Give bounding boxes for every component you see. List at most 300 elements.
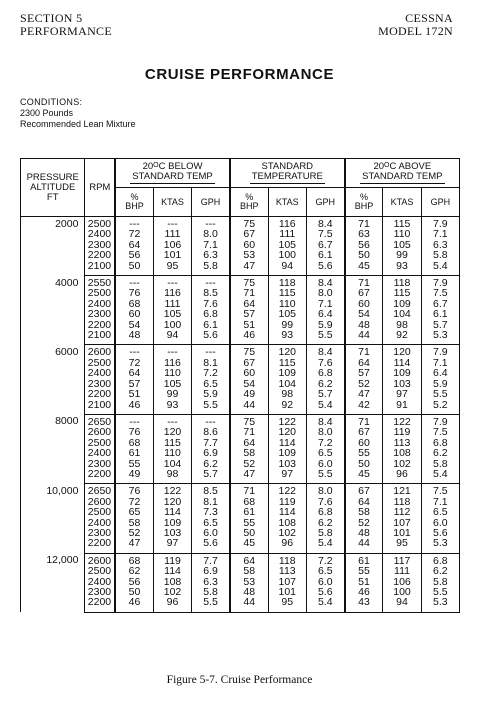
ktas-cell: 112: [383, 507, 421, 517]
gph-column-header: GPH: [192, 188, 230, 217]
rpm-cell: 2300: [85, 587, 115, 597]
ktas-cell: 110: [153, 448, 191, 458]
gph-cell: 7.9: [421, 217, 459, 230]
table-row: [21, 459, 460, 469]
gph-cell: 7.1: [421, 358, 459, 368]
gph-cell: 5.8: [421, 577, 459, 587]
ktas-cell: 109: [153, 518, 191, 528]
ktas-cell: 101: [153, 250, 191, 260]
ktas-cell: ---: [153, 345, 191, 358]
ktas-cell: 95: [153, 261, 191, 276]
gph-cell: 7.2: [306, 553, 344, 566]
standard-temp-group-header: STANDARD TEMPERATURE: [230, 159, 345, 188]
gph-cell: 6.5: [192, 518, 230, 528]
bhp-cell: 47: [115, 538, 153, 553]
ktas-cell: 110: [268, 299, 306, 309]
ktas-cell: 118: [268, 553, 306, 566]
rpm-cell: 2550: [85, 276, 115, 289]
altitude-cell: 8000: [21, 414, 85, 483]
rpm-cell: 2600: [85, 497, 115, 507]
gph-cell: 8.1: [192, 497, 230, 507]
bhp-cell: 57: [230, 309, 268, 319]
ktas-cell: 97: [383, 389, 421, 399]
ktas-cell: 96: [383, 469, 421, 484]
gph-cell: 5.4: [421, 469, 459, 484]
ktas-cell: 117: [383, 553, 421, 566]
ktas-cell: 103: [268, 459, 306, 469]
bhp-cell: 68: [115, 299, 153, 309]
bhp-cell: 64: [345, 497, 383, 507]
table-row: [21, 309, 460, 319]
gph-cell: 6.7: [306, 240, 344, 250]
ktas-cell: 115: [383, 217, 421, 230]
gph-cell: 5.3: [421, 330, 459, 345]
bhp-cell: 54: [115, 320, 153, 330]
rpm-cell: 2100: [85, 330, 115, 345]
bhp-cell: 75: [230, 276, 268, 289]
bhp-cell: 68: [115, 438, 153, 448]
bhp-cell: ---: [115, 276, 153, 289]
gph-cell: 8.0: [306, 484, 344, 497]
bhp-column-header: % BHP: [115, 188, 153, 217]
gph-cell: 5.2: [421, 400, 459, 415]
ktas-cell: 115: [268, 358, 306, 368]
ktas-cell: 114: [268, 438, 306, 448]
table-row: [21, 240, 460, 250]
gph-cell: 7.1: [306, 299, 344, 309]
gph-cell: 7.5: [421, 427, 459, 437]
ktas-cell: 120: [383, 345, 421, 358]
above-standard-group-header: $20^OC$ ABOVE STANDARD TEMP: [345, 159, 460, 188]
altitude-cell: 2000: [21, 217, 85, 276]
ktas-cell: 109: [383, 299, 421, 309]
bhp-cell: 63: [345, 229, 383, 239]
bhp-cell: 71: [345, 217, 383, 230]
ktas-cell: 104: [153, 459, 191, 469]
gph-cell: 7.5: [421, 484, 459, 497]
ktas-cell: 102: [383, 459, 421, 469]
ktas-cell: 120: [268, 427, 306, 437]
gph-cell: 7.1: [192, 240, 230, 250]
ktas-cell: 102: [268, 528, 306, 538]
ktas-cell: 111: [153, 299, 191, 309]
ktas-cell: 93: [383, 261, 421, 276]
ktas-cell: 97: [153, 538, 191, 553]
bhp-cell: 50: [115, 261, 153, 276]
table-row: [21, 587, 460, 597]
gph-cell: 7.1: [421, 497, 459, 507]
bhp-cell: 46: [115, 400, 153, 415]
ktas-cell: ---: [153, 217, 191, 230]
gph-cell: 6.8: [421, 438, 459, 448]
gph-cell: 5.6: [306, 587, 344, 597]
table-row: [21, 400, 460, 415]
bhp-cell: 64: [115, 368, 153, 378]
ktas-cell: 122: [268, 484, 306, 497]
ktas-cell: 114: [153, 507, 191, 517]
rpm-cell: 2300: [85, 459, 115, 469]
page-title: CRUISE PERFORMANCE: [144, 66, 335, 83]
ktas-cell: 111: [153, 229, 191, 239]
ktas-cell: 97: [268, 469, 306, 484]
gph-cell: 5.8: [306, 528, 344, 538]
rpm-cell: 2500: [85, 566, 115, 576]
ktas-cell: 104: [268, 379, 306, 389]
gph-cell: 8.6: [192, 427, 230, 437]
ktas-cell: 98: [383, 320, 421, 330]
ktas-cell: 107: [268, 577, 306, 587]
rpm-cell: 2300: [85, 379, 115, 389]
bhp-cell: 57: [115, 379, 153, 389]
bhp-cell: 56: [115, 250, 153, 260]
bhp-cell: 51: [115, 389, 153, 399]
gph-cell: 6.2: [421, 448, 459, 458]
bhp-cell: 49: [230, 389, 268, 399]
ktas-cell: 119: [153, 553, 191, 566]
altitude-header-line: FT: [46, 191, 59, 203]
bhp-cell: 56: [115, 577, 153, 587]
gph-cell: 5.8: [421, 250, 459, 260]
bhp-column-header: % BHP: [230, 188, 268, 217]
gph-cell: 6.2: [421, 566, 459, 576]
gph-cell: 6.0: [306, 459, 344, 469]
gph-cell: 6.3: [192, 250, 230, 260]
ktas-cell: 105: [383, 240, 421, 250]
ktas-cell: 92: [383, 330, 421, 345]
rpm-cell: 2500: [85, 217, 115, 230]
ktas-cell: 110: [383, 229, 421, 239]
gph-cell: 5.5: [192, 597, 230, 612]
gph-cell: 5.6: [421, 528, 459, 538]
ktas-cell: 99: [383, 250, 421, 260]
rpm-cell: 2500: [85, 288, 115, 298]
ktas-cell: 118: [268, 276, 306, 289]
bhp-cell: 56: [345, 240, 383, 250]
rpm-cell: 2400: [85, 577, 115, 587]
gph-cell: 7.9: [421, 276, 459, 289]
table-row: [21, 261, 460, 276]
altitude-column-header: [21, 159, 85, 217]
bhp-cell: 61: [230, 507, 268, 517]
rpm-cell: 2200: [85, 469, 115, 484]
rpm-cell: 2650: [85, 484, 115, 497]
bhp-cell: 76: [115, 427, 153, 437]
bhp-cell: 45: [345, 261, 383, 276]
bhp-cell: 54: [345, 309, 383, 319]
bhp-cell: 46: [230, 330, 268, 345]
gph-cell: 5.8: [192, 261, 230, 276]
rpm-cell: 2200: [85, 389, 115, 399]
bhp-cell: 68: [115, 553, 153, 566]
gph-cell: 7.1: [421, 229, 459, 239]
gph-cell: 7.5: [306, 229, 344, 239]
bhp-cell: 44: [345, 330, 383, 345]
gph-column-header: GPH: [306, 188, 344, 217]
gph-cell: 8.0: [306, 427, 344, 437]
ktas-cell: 107: [383, 518, 421, 528]
bhp-cell: 43: [345, 597, 383, 612]
ktas-cell: 119: [383, 427, 421, 437]
table-row: [21, 484, 460, 497]
bhp-cell: 71: [230, 288, 268, 298]
ktas-cell: 101: [268, 587, 306, 597]
ktas-cell: 99: [268, 320, 306, 330]
bhp-column-header: % BHP: [345, 188, 383, 217]
bhp-cell: 57: [345, 368, 383, 378]
ktas-cell: 96: [153, 597, 191, 612]
bhp-cell: 46: [345, 587, 383, 597]
gph-cell: 6.2: [192, 459, 230, 469]
gph-cell: 5.4: [421, 261, 459, 276]
bhp-cell: 52: [345, 379, 383, 389]
rpm-cell: 2100: [85, 261, 115, 276]
gph-cell: 5.4: [306, 538, 344, 553]
rpm-cell: 2600: [85, 345, 115, 358]
rpm-cell: 2200: [85, 250, 115, 260]
altitude-header-line: PRESSURE: [26, 171, 79, 183]
ktas-cell: 118: [383, 497, 421, 507]
ktas-column-header: KTAS: [383, 188, 421, 217]
ktas-column-header: KTAS: [153, 188, 191, 217]
gph-cell: 6.9: [192, 566, 230, 576]
rpm-cell: 2400: [85, 448, 115, 458]
section-name: PERFORMANCE: [20, 24, 112, 38]
bhp-cell: 67: [230, 358, 268, 368]
bhp-cell: 75: [230, 414, 268, 427]
figure-caption: Figure 5-7. Cruise Performance: [166, 674, 313, 686]
ktas-cell: 94: [153, 330, 191, 345]
gph-cell: 6.3: [192, 577, 230, 587]
conditions-mixture: Recommended Lean Mixture: [20, 119, 136, 129]
gph-cell: 6.8: [306, 507, 344, 517]
ktas-cell: 103: [153, 528, 191, 538]
ktas-cell: 113: [383, 438, 421, 448]
bhp-cell: 64: [230, 553, 268, 566]
rpm-cell: 2400: [85, 518, 115, 528]
gph-cell: 7.3: [192, 507, 230, 517]
bhp-cell: 58: [115, 518, 153, 528]
bhp-cell: 54: [230, 379, 268, 389]
bhp-cell: 55: [345, 566, 383, 576]
gph-cell: 6.8: [192, 309, 230, 319]
conditions-heading: CONDITIONS:: [20, 97, 83, 107]
gph-cell: 5.7: [306, 389, 344, 399]
table-row: [21, 330, 460, 345]
gph-cell: 7.9: [421, 345, 459, 358]
bhp-cell: 67: [230, 229, 268, 239]
ktas-cell: 105: [268, 240, 306, 250]
gph-cell: 5.3: [421, 538, 459, 553]
gph-cell: 7.6: [306, 358, 344, 368]
gph-cell: 5.4: [306, 400, 344, 415]
bhp-cell: ---: [115, 414, 153, 427]
bhp-cell: 60: [345, 299, 383, 309]
gph-cell: 7.2: [192, 368, 230, 378]
gph-cell: 8.4: [306, 217, 344, 230]
ktas-cell: 105: [153, 379, 191, 389]
ktas-cell: 91: [383, 400, 421, 415]
ktas-cell: 122: [268, 414, 306, 427]
bhp-cell: 64: [345, 358, 383, 368]
bhp-cell: 51: [345, 577, 383, 587]
bhp-cell: 60: [230, 368, 268, 378]
bhp-cell: 61: [115, 448, 153, 458]
ktas-cell: 100: [383, 587, 421, 597]
bhp-cell: 55: [115, 459, 153, 469]
rpm-column-header: RPM: [85, 159, 115, 217]
bhp-cell: 72: [115, 497, 153, 507]
gph-cell: 8.1: [192, 358, 230, 368]
bhp-cell: 71: [345, 276, 383, 289]
bhp-cell: 72: [115, 229, 153, 239]
rpm-cell: 2600: [85, 427, 115, 437]
ktas-cell: 115: [383, 288, 421, 298]
ktas-cell: 94: [268, 261, 306, 276]
rpm-cell: 2650: [85, 414, 115, 427]
bhp-cell: 67: [345, 288, 383, 298]
ktas-cell: 100: [268, 250, 306, 260]
gph-cell: 5.5: [421, 389, 459, 399]
gph-cell: 5.4: [306, 597, 344, 612]
table-row: [21, 250, 460, 260]
rpm-cell: 2400: [85, 299, 115, 309]
table-row: [21, 320, 460, 330]
bhp-cell: 44: [345, 538, 383, 553]
bhp-cell: 45: [345, 469, 383, 484]
ktas-cell: 116: [268, 217, 306, 230]
gph-cell: 5.5: [192, 400, 230, 415]
bhp-cell: 42: [345, 400, 383, 415]
gph-cell: 5.6: [306, 261, 344, 276]
gph-cell: 7.5: [421, 288, 459, 298]
bhp-cell: 49: [115, 469, 153, 484]
bhp-cell: 53: [230, 250, 268, 260]
gph-cell: 7.6: [192, 299, 230, 309]
bhp-cell: 48: [230, 587, 268, 597]
ktas-column-header: KTAS: [268, 188, 306, 217]
table-row: [21, 345, 460, 358]
table-row: [21, 448, 460, 458]
altitude-header-line: ALTITUDE: [30, 181, 76, 193]
bhp-cell: 50: [345, 250, 383, 260]
gph-cell: 6.5: [421, 507, 459, 517]
model-header: [378, 12, 453, 38]
manufacturer: CESSNA: [405, 11, 453, 25]
ktas-cell: 106: [383, 577, 421, 587]
gph-cell: 6.1: [306, 250, 344, 260]
rpm-cell: 2300: [85, 528, 115, 538]
ktas-cell: 114: [153, 566, 191, 576]
bhp-cell: 76: [115, 484, 153, 497]
cruise-performance-table: [20, 158, 460, 613]
ktas-cell: 109: [268, 448, 306, 458]
table-row: [21, 379, 460, 389]
rpm-cell: 2100: [85, 400, 115, 415]
rpm-cell: 2200: [85, 320, 115, 330]
gph-cell: 8.0: [306, 288, 344, 298]
gph-cell: 8.4: [306, 414, 344, 427]
gph-cell: 8.0: [192, 229, 230, 239]
ktas-cell: 104: [383, 309, 421, 319]
gph-cell: 5.7: [421, 320, 459, 330]
bhp-cell: 47: [230, 469, 268, 484]
ktas-cell: 114: [268, 507, 306, 517]
gph-cell: 7.7: [192, 553, 230, 566]
bhp-cell: 65: [115, 507, 153, 517]
rpm-cell: 2500: [85, 507, 115, 517]
bhp-cell: 60: [345, 438, 383, 448]
rpm-cell: 2400: [85, 368, 115, 378]
ktas-cell: 120: [268, 345, 306, 358]
rpm-cell: 2200: [85, 597, 115, 612]
bhp-cell: 52: [345, 518, 383, 528]
gph-cell: ---: [192, 217, 230, 230]
ktas-cell: 114: [383, 358, 421, 368]
bhp-cell: 55: [345, 448, 383, 458]
ktas-cell: ---: [153, 414, 191, 427]
ktas-cell: 122: [383, 414, 421, 427]
ktas-cell: 106: [153, 240, 191, 250]
bhp-cell: 75: [230, 217, 268, 230]
gph-cell: 6.4: [421, 368, 459, 378]
bhp-cell: 52: [115, 528, 153, 538]
table-row: [21, 507, 460, 517]
gph-cell: 5.8: [421, 459, 459, 469]
bhp-cell: 44: [230, 597, 268, 612]
bhp-cell: 71: [230, 484, 268, 497]
ktas-cell: 116: [153, 358, 191, 368]
altitude-cell: 4000: [21, 276, 85, 345]
bhp-cell: 64: [230, 438, 268, 448]
ktas-cell: 120: [153, 497, 191, 507]
bhp-cell: 61: [345, 553, 383, 566]
ktas-cell: 118: [383, 276, 421, 289]
section-label: SECTION 5: [20, 11, 83, 25]
gph-cell: 6.8: [421, 553, 459, 566]
bhp-cell: 62: [115, 566, 153, 576]
bhp-cell: 67: [345, 427, 383, 437]
gph-cell: 6.8: [306, 368, 344, 378]
gph-cell: 7.6: [306, 497, 344, 507]
bhp-cell: 71: [345, 414, 383, 427]
ktas-cell: 113: [268, 566, 306, 576]
bhp-cell: 72: [115, 358, 153, 368]
ktas-cell: 109: [383, 368, 421, 378]
bhp-cell: 76: [115, 288, 153, 298]
ktas-cell: 101: [383, 528, 421, 538]
ktas-cell: 93: [153, 400, 191, 415]
ktas-cell: 98: [153, 469, 191, 484]
gph-cell: 5.3: [421, 597, 459, 612]
ktas-cell: 116: [153, 288, 191, 298]
gph-cell: 6.3: [421, 240, 459, 250]
gph-cell: 5.7: [192, 469, 230, 484]
gph-cell: 6.2: [306, 518, 344, 528]
gph-cell: 8.5: [192, 288, 230, 298]
bhp-cell: 44: [230, 400, 268, 415]
rpm-cell: 2200: [85, 538, 115, 553]
gph-cell: 5.6: [192, 330, 230, 345]
bhp-cell: 52: [230, 459, 268, 469]
gph-cell: 5.9: [421, 379, 459, 389]
ktas-cell: 102: [153, 587, 191, 597]
rpm-cell: 2600: [85, 553, 115, 566]
ktas-cell: 111: [383, 566, 421, 576]
ktas-cell: 103: [383, 379, 421, 389]
gph-cell: 5.5: [306, 330, 344, 345]
rpm-cell: 2400: [85, 229, 115, 239]
altitude-cell: 12,000: [21, 553, 85, 612]
